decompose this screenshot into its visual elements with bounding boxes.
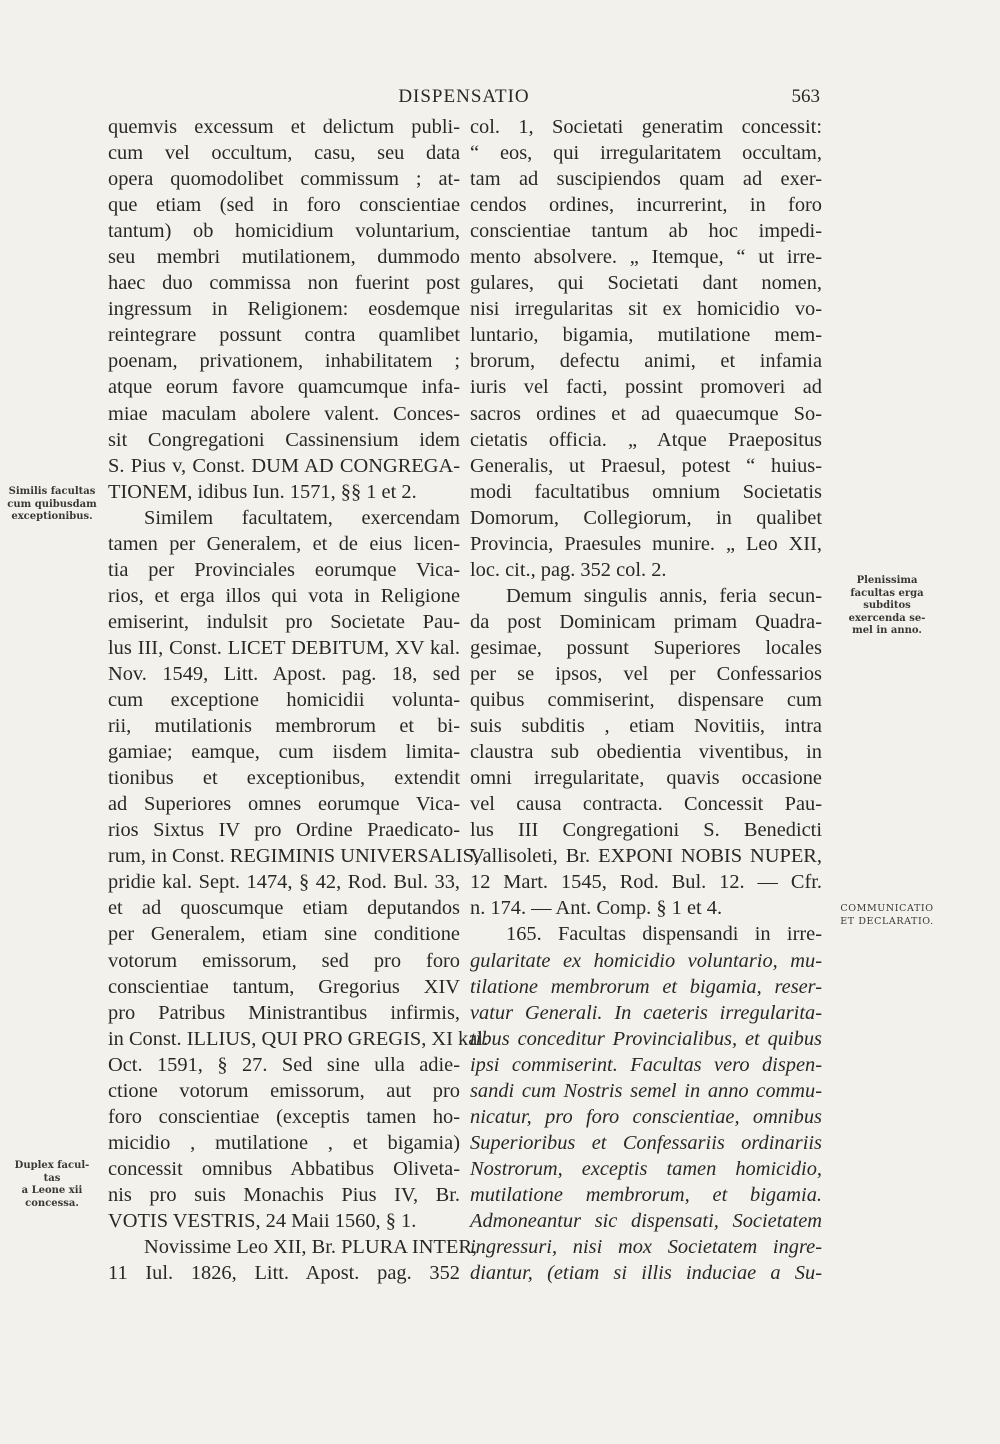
text-line: sit Congregationi Cassinensium idem [108,428,460,451]
margin-note-plenissima-facultas [828,575,946,638]
text-line: foro conscientiae (exceptis tamen ho- [108,1105,460,1128]
text-line: gularitate ex homicidio voluntario, mu- [470,949,822,972]
margin-note-line: exercenda se- [848,612,926,624]
text-line: ad Superiores omnes eorumque Vica- [108,793,460,816]
text-line: Nov. 1549, Litt. Apost. pag. 18, sed [108,662,460,685]
text-line: 11 Iul. 1826, Litt. Apost. pag. 352 [108,1262,460,1285]
margin-note-line: Similis facultas [8,486,96,497]
margin-note-line: ET DECLARATIO. [840,915,934,927]
text-line: Admoneantur sic dispensati, Societatem [470,1209,822,1232]
text-line: rii, mutilationis membrorum et bi- [108,715,460,738]
margin-note-line: a Leone xii [21,1185,83,1196]
text-line: poenam, privationem, inhabilitatem ; [108,350,460,373]
margin-note-line: exceptionibus. [11,511,93,522]
text-line: per se ipsos, vel per Confessarios [470,662,822,685]
text-line: VOTIS VESTRIS, 24 Maii 1560, § 1. [108,1209,417,1232]
text-line: 165. Facultas dispensandi in irre- [506,923,822,946]
text-line: conscientiae tantum ab hoc impedi- [470,220,822,243]
text-line: TIONEM, idibus Iun. 1571, §§ 1 et 2. [108,480,417,503]
margin-note-line: tas [43,1172,61,1184]
text-line: n. 174. — Ant. Comp. § 1 et 4. [470,897,723,920]
text-line: rios, et erga illos qui vota in Religione [108,584,460,607]
text-line: lus III Congregationi S. Benedicti [470,819,822,842]
text-line: sacros ordines et ad quaecumque So- [470,402,822,425]
text-line: cum vel occultum, casu, seu data [108,142,460,165]
margin-note-line: facultas erga [850,587,924,599]
text-line: 12 Mart. 1545, Rod. Bul. 12. — Cfr. [470,871,822,894]
text-line: loc. cit., pag. 352 col. 2. [470,558,667,581]
margin-note-line: concessa. [25,1197,79,1209]
text-line: Similem facultatem, exercendam [144,506,460,529]
text-line: sandi cum Nostris semel in anno commu- [470,1079,822,1102]
text-line: per Generalem, etiam sine conditione [108,923,460,946]
text-line: gamiae; eamque, cum iisdem limita- [108,741,460,764]
text-line: brorum, defectu animi, et infamia [470,350,822,373]
text-line: claustra sub obedientia viventibus, in [470,741,822,764]
text-column-left [108,114,489,1286]
text-line: Demum singulis annis, feria secun- [506,584,822,607]
text-line: atque eorum favore quamcumque infa- [108,376,460,399]
text-line: miae maculam abolere valent. Conces- [108,402,460,425]
text-line: ipsi commiserint. Facultas vero dispen- [470,1053,822,1076]
text-line: Generalis, ut Praesul, potest “ huius- [470,454,822,477]
text-line: ingressum in Religionem: eosdemque [108,298,460,321]
text-line: haec duo commissa non fuerint post [108,272,460,295]
text-line: tantum) ob homicidium voluntarium, [108,220,460,243]
text-line: emiserint, indulsit pro Societate Pau- [108,610,460,633]
text-line: ctione votorum emissorum, aut pro [108,1079,460,1102]
text-line: diantur, (etiam si illis induciae a Su- [470,1262,822,1285]
text-line: omni irregularitate, quavis occasione [470,767,822,790]
text-line: S. Pius v, Const. DUM AD CONGREGA- [108,454,460,477]
text-line: lus III, Const. LICET DEBITUM, XV kal. [108,636,460,659]
running-head [108,86,820,114]
text-line: cendos ordines, incurrerint, in foro [470,194,822,217]
text-line: votorum emissorum, sed pro foro [108,949,460,972]
text-line: pro Patribus Ministrantibus infirmis, [108,1001,460,1024]
text-column-right [470,114,822,1286]
text-line: reintegrare possunt contra quamlibet [108,324,460,347]
text-line: tia per Provinciales eorumque Vica- [108,558,460,581]
margin-note-line: Duplex facul- [14,1160,90,1171]
text-line: cietatis officia. „ Atque Praepositus [470,428,822,451]
margin-note-line: cum quibusdam [7,498,97,510]
text-line: vel causa contracta. Concessit Pau- [470,793,822,816]
text-line: micidio , mutilatione , et bigamia) [108,1131,460,1154]
margin-note-communicatio [828,903,946,928]
text-line: luntario, bigamia, mutilatione mem- [470,324,822,347]
margin-note-line: Plenissima [856,575,918,586]
page-number: 563 [791,86,820,107]
margin-note-duplex-facultas [2,1160,102,1210]
text-line: tionibus et exceptionibus, extendit [108,767,460,790]
text-line: “ eos, qui irregularitatem occultam, [470,142,822,165]
text-line: et ad quoscumque etiam deputandos [108,897,460,920]
text-line: Oct. 1591, § 27. Sed sine ulla adie- [108,1053,460,1076]
text-line: Superioribus et Confessariis ordinariis [470,1131,822,1154]
text-line: col. 1, Societati generatim concessit: [470,116,822,138]
text-line: rum, in Const. REGIMINIS UNIVERSALIS, [108,845,480,868]
text-line: in Const. ILLIUS, QUI PRO GREGIS, XI kal. [108,1027,489,1050]
text-line: ingressuri, nisi mox Societatem ingre- [470,1236,822,1259]
text-line: Vallisoleti, Br. EXPONI NOBIS NUPER, [470,845,822,868]
text-line: modi facultatibus omnium Societatis [470,480,822,503]
text-line: Novissime Leo XII, Br. PLURA INTER, [144,1236,478,1259]
text-line: nicatur, pro foro conscientiae, omnibus [470,1105,822,1128]
text-line: suis subditis , etiam Novitiis, intra [470,715,822,738]
text-line: Provincia, Praesules munire. „ Leo XII, [470,532,822,555]
text-line: mento absolvere. „ Itemque, “ ut irre- [470,246,822,269]
text-line: cum exceptione homicidii volunta- [108,689,460,712]
running-title: DISPENSATIO [398,86,530,107]
text-line: concessit omnibus Abbatibus Oliveta- [108,1157,460,1180]
margin-note-similis-facultas [2,486,102,524]
margin-note-line: mel in anno. [852,625,922,636]
text-line: Nostrorum, exceptis tamen homicidio, [470,1157,822,1180]
text-line: conscientiae tantum, Gregorius XIV [108,975,460,998]
text-line: gulares, qui Societati dant nomen, [470,272,822,295]
text-line: que etiam (sed in foro conscientiae [108,194,460,217]
text-line: seu membri mutilationem, dummodo [108,246,460,269]
text-line: tibus conceditur Provincialibus, et quibus [470,1027,822,1050]
text-line: gesimae, possunt Superiores locales [470,636,822,659]
text-line: opera quomodolibet commissum ; at- [108,168,460,191]
text-line: rios Sixtus IV pro Ordine Praedicato- [108,819,460,842]
text-line: pridie kal. Sept. 1474, § 42, Rod. Bul. 33, [108,871,460,894]
text-line: tamen per Generalem, et de eius licen- [108,532,460,555]
text-line: iuris vel facti, possint promoveri ad [470,376,822,399]
text-line: da post Dominicam primam Quadra- [470,610,822,633]
text-line: nisi irregularitas sit ex homicidio vo- [470,298,822,321]
text-line: Domorum, Collegiorum, in qualibet [470,506,822,529]
text-line: mutilatione membrorum, et bigamia. [470,1183,822,1206]
text-line: tam ad suscipiendos quam ad exer- [470,168,822,191]
text-line: quemvis excessum et delictum publi- [108,116,460,138]
margin-note-line: subditos [863,600,911,611]
text-line: tilatione membrorum et bigamia, reser- [470,975,822,998]
text-line: quibus commiserint, dispensare cum [470,689,822,712]
text-line: vatur Generali. In caeteris irregularita- [470,1001,822,1024]
text-line: nis pro suis Monachis Pius IV, Br. [108,1183,460,1206]
margin-note-line: COMMUNICATIO [840,903,934,914]
